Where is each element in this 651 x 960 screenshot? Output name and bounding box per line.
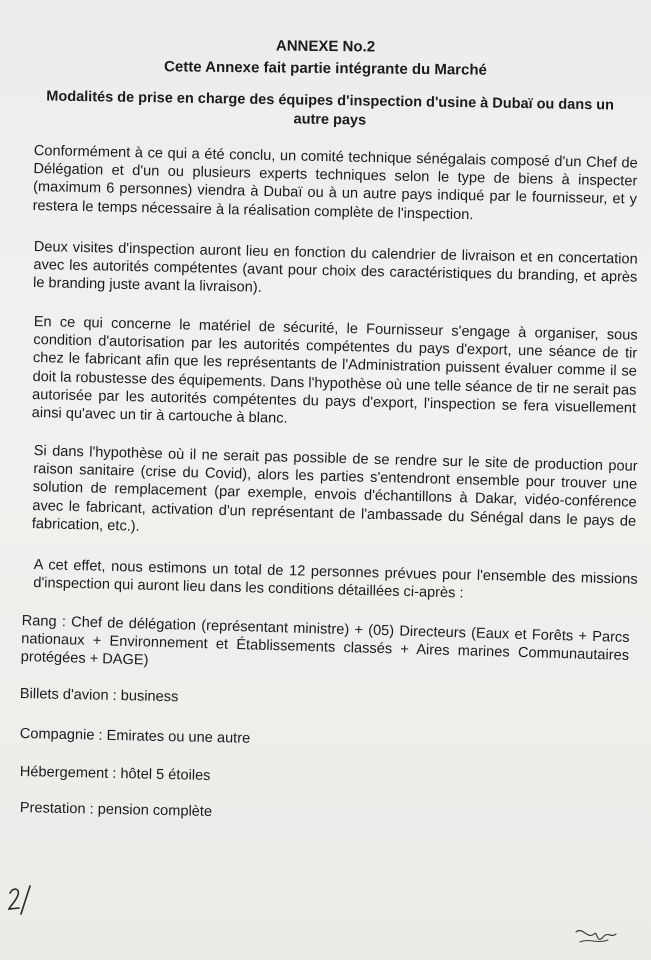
- paragraph-security: En ce qui concerne le matériel de sécurité, le Fournisseur s'engage à organiser, sous condition d'autorisation par les autorités compétentes du pays d'export, une séance de tir chez le fabricant afin que les représentants de l'Administration puissent évaluer comme il se doit la robustesse des équipements. Dans l'hypothèse où une telle séance de tir ne serait pas autorisée par les autorités compétentes du pays d'export, l'inspection se fera visuellement ainsi qu'avec un tir à cartouche à blanc.: [31, 313, 638, 427]
- paragraph-estimate: A cet effet, nous estimons un total de 12 personnes prévues pour l'ensemble des missions d'inspection qui auront lieu dans les conditions détaillées ci-après :: [33, 556, 638, 602]
- handwritten-page-number: [6, 884, 36, 916]
- annex-subtitle: Cette Annexe fait partie intégrante du Marché: [163, 58, 488, 79]
- detail-board: Prestation : pension complète: [19, 800, 213, 821]
- paragraph-visits: Deux visites d'inspection auront lieu en fonction du calendrier de livraison et en concertation avec les autorités compétentes (avant pour choix des caractéristiques du branding, et après le branding juste avant la livraison).: [32, 238, 638, 297]
- detail-airline: Compagnie : Emirates ou une autre: [19, 726, 251, 747]
- section-title: Modalités de prise en charge des équipes d'inspection d'usine à Dubaï ou dans un autre pays: [46, 88, 615, 129]
- paragraph-covid: Si dans l'hypothèse où il ne serait pas possible de se rendre sur le site de production pour raison sanitaire (crise du Covid), alors les parties s'entendront ensemble pour trouver une solution de remplacement (par exemple, envois d'échantillons à Dakar, vidéo-conférence avec le fabricant, activation d'un représentant de l'ambassade du Sénégal dans le pays de fabrication, etc.).: [31, 442, 638, 535]
- annex-title: ANNEXE No.2: [275, 37, 376, 56]
- detail-flight-tickets: Billets d'avion : business: [19, 686, 179, 706]
- paragraph-composition: Conformément à ce qui a été conclu, un comité technique sénégalais composé d'un Chef de Délégation et d'un ou plusieurs experts techniques selon le type de biens à inspecter (maximum 6 personnes) viendra à Dubaï ou à un autre pays indiqué par le fournisseur, et y restera le temps nécessaire à la réalisation complète de l'inspection.: [32, 142, 638, 223]
- detail-accommodation: Hébergement : hôtel 5 étoiles: [19, 764, 211, 784]
- paragraph-rank: Rang : Chef de délégation (représentant ministre) + (05) Directeurs (Eaux et Forêts + Parcs nationaux + Environnement et Établissements classés + Aires marines Communautaires protégées + DAGE): [20, 612, 630, 669]
- handwritten-initials: [574, 922, 618, 952]
